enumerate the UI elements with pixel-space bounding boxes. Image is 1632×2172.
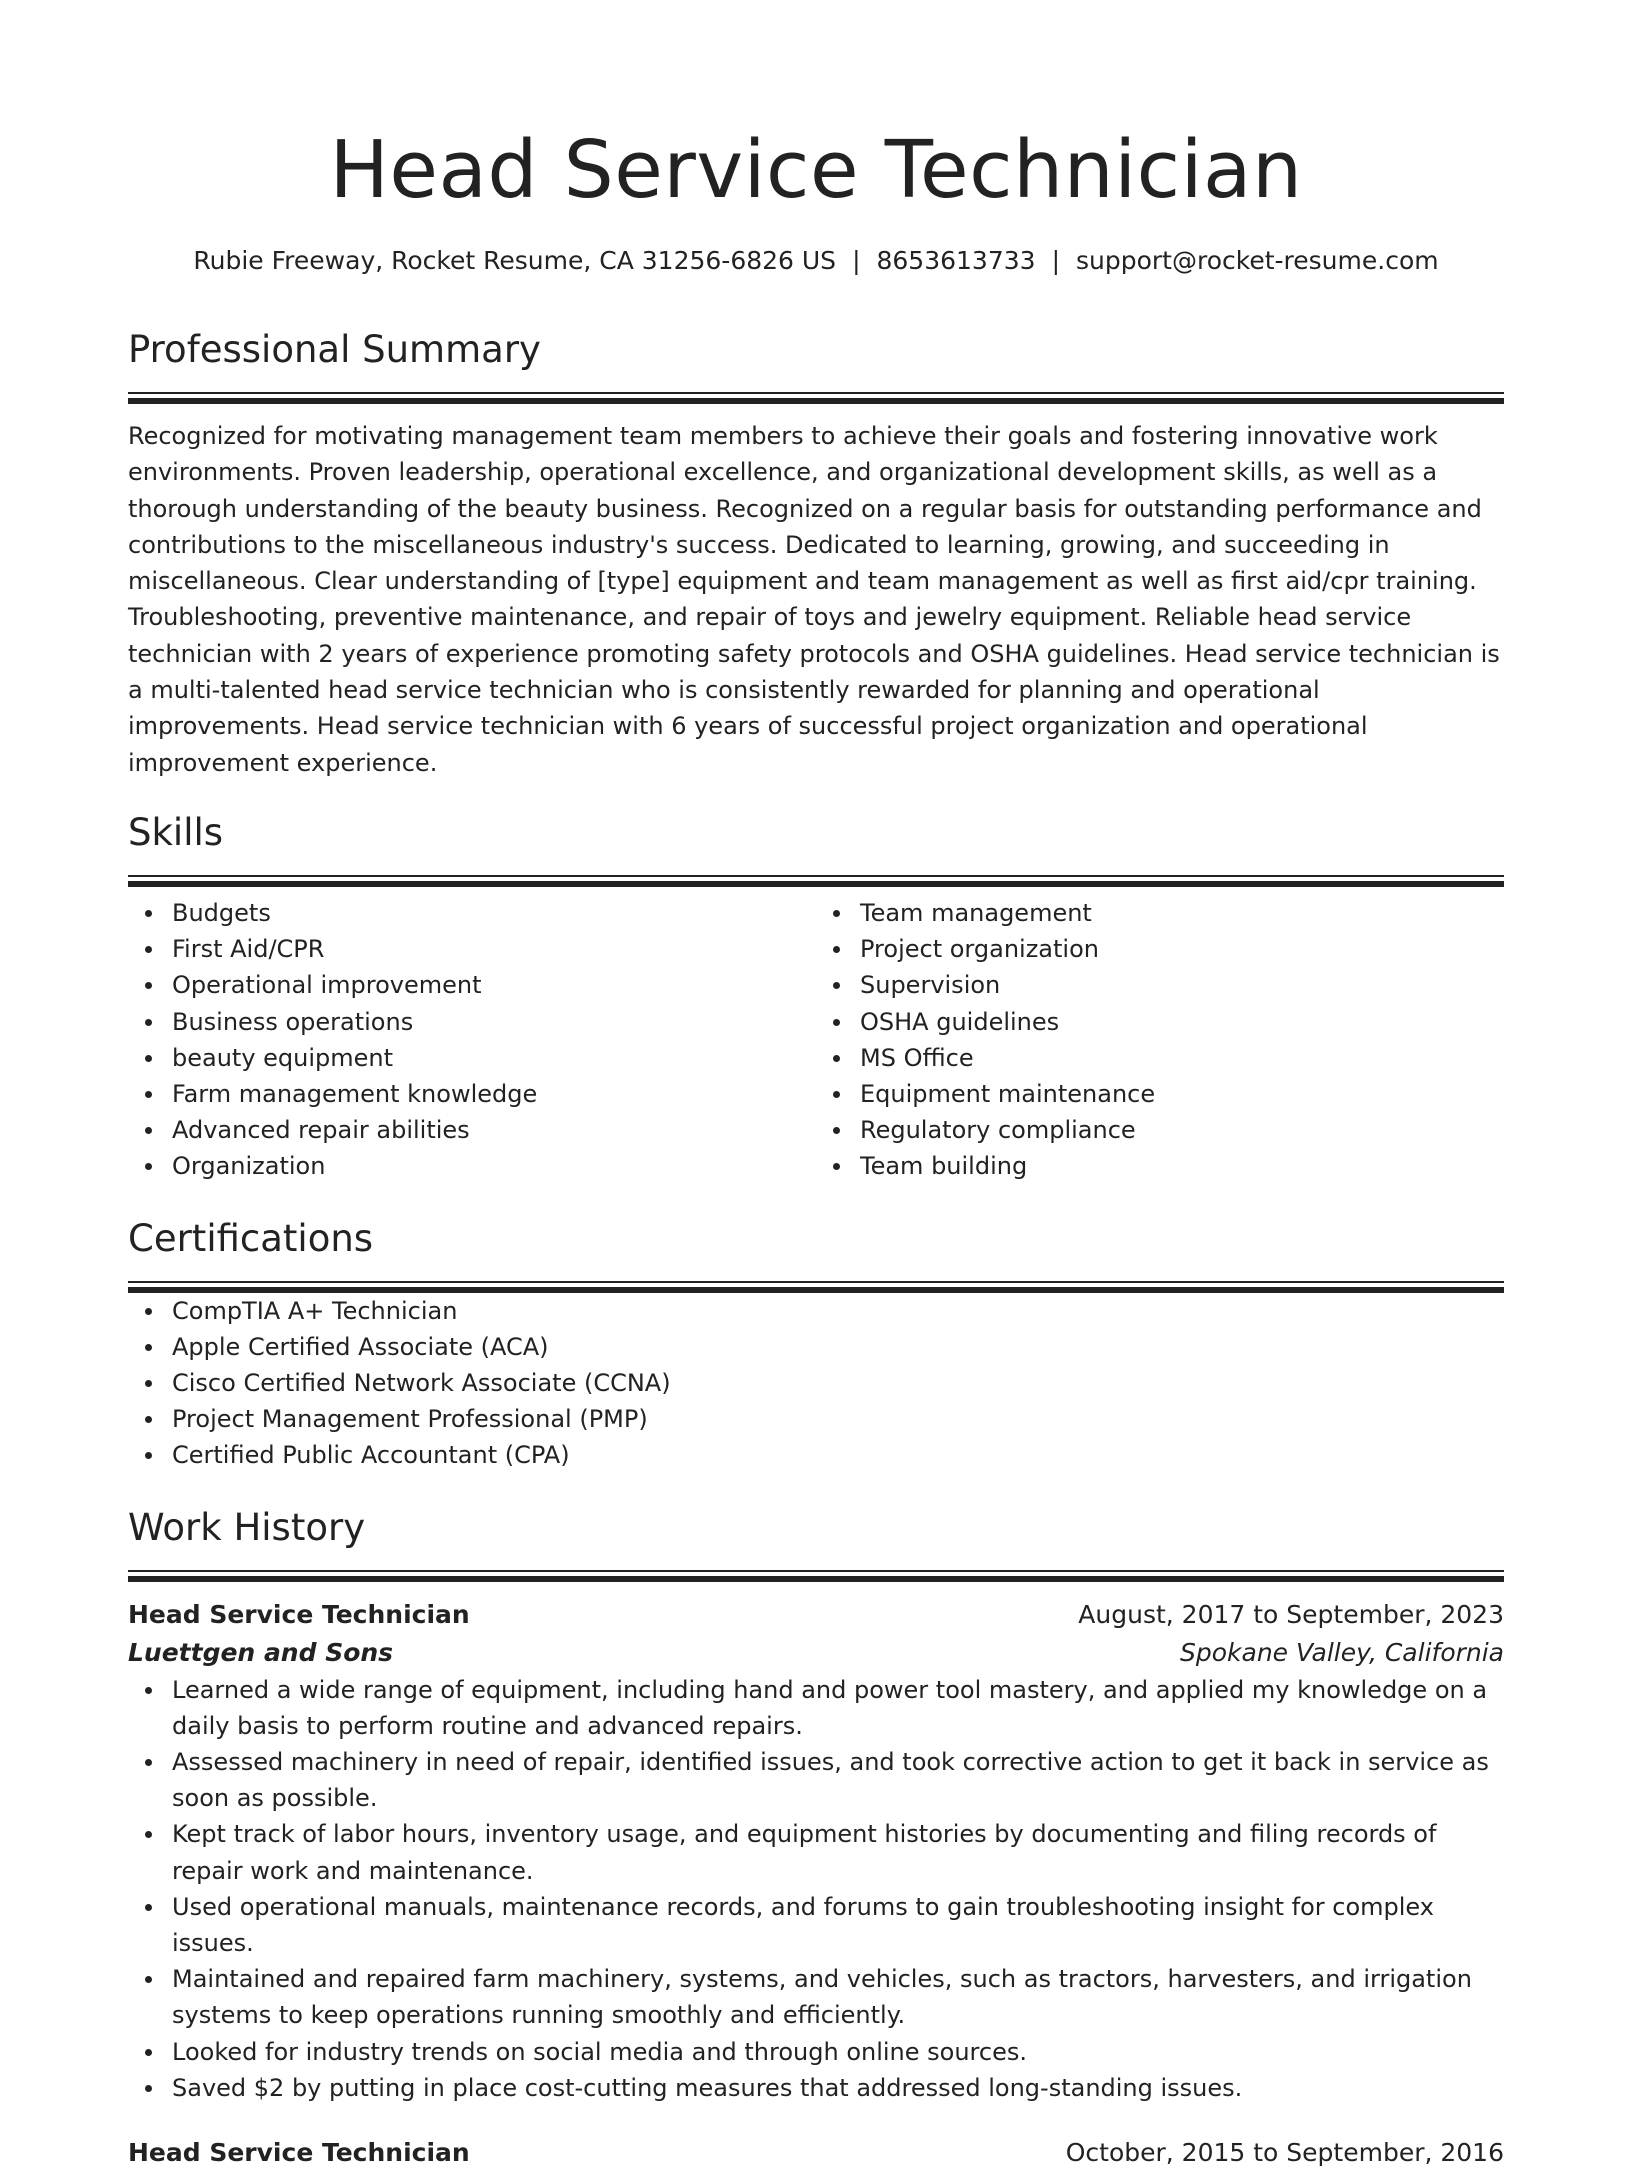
job-company: Luettgen and Sons bbox=[128, 1637, 394, 1667]
job-dates: August, 2017 to September, 2023 bbox=[1078, 1599, 1504, 1629]
certification-item: Certified Public Accountant (CPA) bbox=[172, 1437, 1504, 1473]
skills-section bbox=[128, 809, 1504, 1185]
job-title: Head Service Technician bbox=[128, 2138, 470, 2168]
certifications-list bbox=[128, 1293, 1504, 1474]
job-header-row bbox=[128, 1596, 1504, 1634]
certifications-section bbox=[128, 1215, 1504, 1474]
job-dates: October, 2015 to September, 2016 bbox=[1065, 2138, 1504, 2168]
certification-item: CompTIA A+ Technician bbox=[172, 1293, 1504, 1329]
section-divider bbox=[128, 392, 1504, 404]
skills-list-right bbox=[816, 895, 1504, 1185]
skill-item: Project organization bbox=[860, 931, 1504, 967]
section-divider bbox=[128, 1570, 1504, 1582]
section-divider bbox=[128, 875, 1504, 887]
job-bullet: Assessed machinery in need of repair, identified issues, and took corrective action to get it back in service as soon as possible. bbox=[172, 1744, 1504, 1816]
skill-item: Business operations bbox=[172, 1004, 816, 1040]
skill-item: Team building bbox=[860, 1148, 1504, 1184]
skill-item: Advanced repair abilities bbox=[172, 1112, 816, 1148]
skill-item: Supervision bbox=[860, 967, 1504, 1003]
work-history-section bbox=[128, 1504, 1504, 2172]
skill-item: beauty equipment bbox=[172, 1040, 816, 1076]
section-heading-skills: Skills bbox=[128, 810, 224, 854]
job-subheader-row bbox=[128, 1634, 1504, 1672]
summary-text: Recognized for motivating management team members to achieve their goals and fostering innovative work environments. Proven leadership, operational excellence, and organizational development skills, as well as a thorough understanding of the beauty business. Recognized on a regular basis for outstanding performance and contributions to the miscellaneous industry's success. Dedicated to learning, growing, and succeeding in miscellaneous. Clear understanding of [type] equipment and team management as well as first aid/cpr training. Troubleshooting, preventive maintenance, and repair of toys and jewelry equipment. Reliable head service technician with 2 years of experience promoting safety protocols and OSHA guidelines. Head service technician is a multi-talented head service technician who is consistently rewarded for planning and operational improvements. Head service technician with 6 years of successful project organization and operational improvement experience. bbox=[128, 422, 1500, 777]
job-bullet: Kept track of labor hours, inventory usage, and equipment histories by documenting and filing records of repair work and maintenance. bbox=[172, 1816, 1504, 1888]
skill-item: Farm management knowledge bbox=[172, 1076, 816, 1112]
skill-item: MS Office bbox=[860, 1040, 1504, 1076]
skill-item: Operational improvement bbox=[172, 967, 816, 1003]
certification-item: Project Management Professional (PMP) bbox=[172, 1401, 1504, 1437]
job-location: Spokane Valley, California bbox=[1180, 1637, 1504, 1667]
skills-list-left bbox=[128, 895, 816, 1185]
certification-item: Cisco Certified Network Associate (CCNA) bbox=[172, 1365, 1504, 1401]
section-heading-certifications: Certifications bbox=[128, 1216, 374, 1260]
skill-item: Team management bbox=[860, 895, 1504, 931]
contact-line bbox=[128, 244, 1504, 278]
contact-phone: 8653613733 bbox=[876, 246, 1036, 275]
resume-title: Head Service Technician bbox=[329, 124, 1303, 216]
skill-item: Regulatory compliance bbox=[860, 1112, 1504, 1148]
skill-item: OSHA guidelines bbox=[860, 1004, 1504, 1040]
section-divider bbox=[128, 1281, 1504, 1293]
contact-address: Rubie Freeway, Rocket Resume, CA 31256-6826 US bbox=[193, 246, 837, 275]
job-entry bbox=[128, 1596, 1504, 2106]
job-bullet: Learned a wide range of equipment, including hand and power tool mastery, and applied my knowledge on a daily basis to perform routine and advanced repairs. bbox=[172, 1672, 1504, 1744]
contact-separator: | bbox=[852, 246, 861, 275]
job-header-row bbox=[128, 2134, 1504, 2172]
job-bullet: Saved $2 by putting in place cost-cutting measures that addressed long-standing issues. bbox=[172, 2070, 1504, 2106]
contact-email: support@rocket-resume.com bbox=[1076, 246, 1439, 275]
job-bullet-list bbox=[128, 1672, 1504, 2106]
job-bullet: Maintained and repaired farm machinery, systems, and vehicles, such as tractors, harvesters, and irrigation systems to keep operations running smoothly and efficiently. bbox=[172, 1961, 1504, 2033]
job-title: Head Service Technician bbox=[128, 1599, 470, 1629]
skills-columns bbox=[128, 895, 1504, 1185]
skill-item: First Aid/CPR bbox=[172, 931, 816, 967]
skill-item: Organization bbox=[172, 1148, 816, 1184]
skill-item: Equipment maintenance bbox=[860, 1076, 1504, 1112]
summary-section bbox=[128, 326, 1504, 781]
job-entry bbox=[128, 2134, 1504, 2172]
section-heading-work-history: Work History bbox=[128, 1505, 366, 1549]
skill-item: Budgets bbox=[172, 895, 816, 931]
job-bullet: Used operational manuals, maintenance records, and forums to gain troubleshooting insight for complex issues. bbox=[172, 1889, 1504, 1961]
certification-item: Apple Certified Associate (ACA) bbox=[172, 1329, 1504, 1365]
section-heading-summary: Professional Summary bbox=[128, 328, 541, 371]
contact-separator: | bbox=[1051, 246, 1060, 275]
job-bullet: Looked for industry trends on social media and through online sources. bbox=[172, 2034, 1504, 2070]
